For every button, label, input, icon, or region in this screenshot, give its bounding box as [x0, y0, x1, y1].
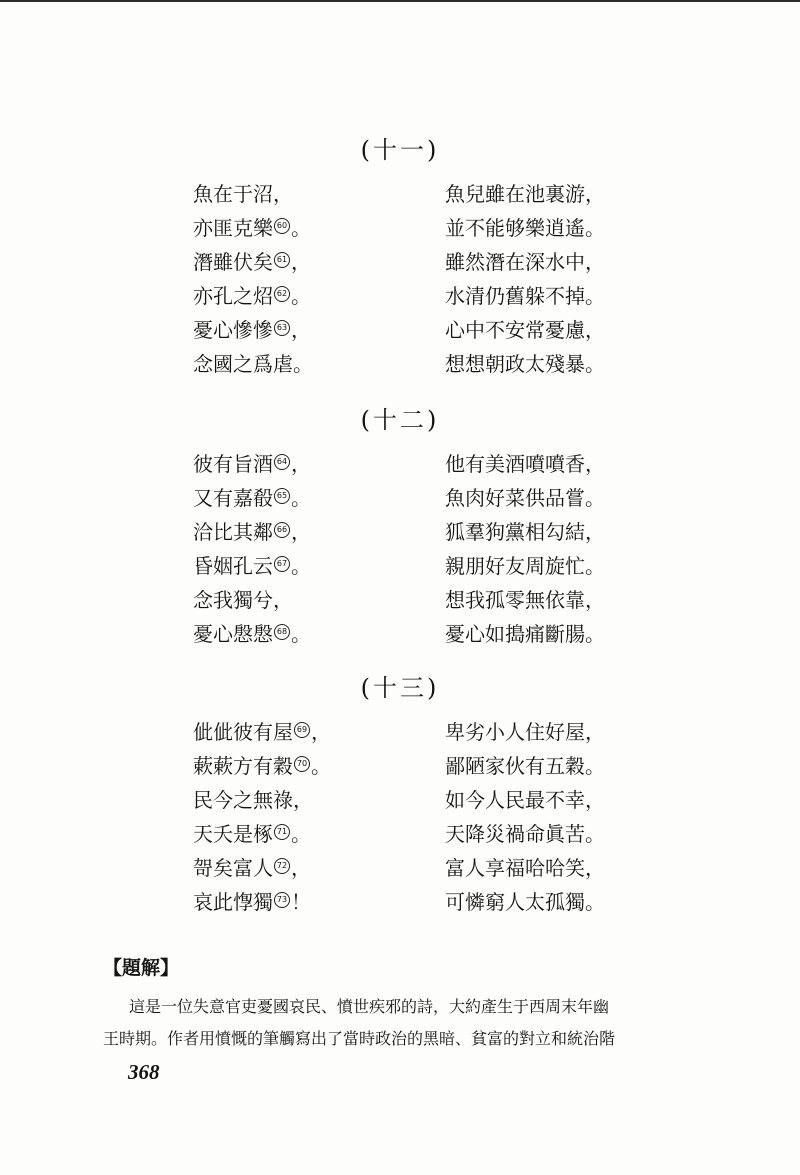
translation-line: 如今人民最不幸，	[445, 788, 605, 812]
line-text: ，	[291, 318, 311, 342]
section-heading: (十二)	[360, 406, 440, 434]
original-line	[193, 481, 311, 515]
translation-line: 富人享福哈哈笑，	[445, 856, 605, 880]
translation-line: 鄙陋家伙有五穀。	[445, 754, 605, 778]
explanation-heading: 【題解】	[103, 957, 180, 979]
original-line	[193, 583, 293, 617]
line-text: 魚在于沼，	[193, 182, 293, 206]
translation-line: 魚肉好菜供品嘗。	[445, 486, 605, 510]
line-text: 。	[291, 822, 311, 846]
line-text: 佌佌彼有屋	[193, 720, 293, 744]
line-text: 又有嘉殽	[193, 486, 273, 510]
line-text: ，	[311, 720, 331, 744]
translation-line: 可憐窮人太孤獨。	[445, 890, 605, 914]
footnote-marker: 65	[274, 488, 290, 504]
original-line	[193, 347, 313, 381]
footnote-marker: 71	[274, 824, 290, 840]
original-line	[193, 783, 313, 817]
line-text: 蔌蔌方有穀	[193, 754, 293, 778]
line-text: 亦匪克樂	[193, 216, 273, 240]
translation-line: 想我孤零無依靠，	[445, 588, 605, 612]
line-text: 。	[291, 216, 311, 240]
footnote-marker: 70	[294, 756, 310, 772]
original-line	[193, 447, 311, 481]
line-text: ，	[291, 856, 311, 880]
original-line	[193, 617, 311, 651]
line-text: 憂心慘慘	[193, 318, 273, 342]
original-line	[193, 313, 311, 347]
original-line	[193, 715, 331, 749]
translation-line: 狐羣狗黨相勾結，	[445, 520, 605, 544]
line-text: 憂心慇慇	[193, 622, 273, 646]
translation-line: 雖然潛在深水中，	[445, 250, 605, 274]
line-text: 念國之爲虐。	[193, 352, 313, 376]
page-number: 368	[128, 1060, 160, 1084]
line-text: 。	[311, 754, 331, 778]
translation-line: 卑劣小人住好屋，	[445, 720, 605, 744]
translation-line: 想想朝政太殘暴。	[445, 352, 605, 376]
footnote-marker: 63	[274, 320, 290, 336]
explanation-paragraph-line: 王時期。作者用憤慨的筆觸寫出了當時政治的黑暗、貧富的對立和統治階	[103, 1029, 616, 1048]
footnote-marker: 64	[274, 454, 290, 470]
translation-line: 心中不安常憂慮，	[445, 318, 605, 342]
section-heading: (十三)	[360, 674, 440, 702]
footnote-marker: 73	[274, 892, 290, 908]
line-text: 天夭是椓	[193, 822, 273, 846]
translation-line: 他有美酒噴噴香，	[445, 452, 605, 476]
footnote-marker: 62	[274, 286, 290, 302]
original-line	[193, 245, 311, 279]
top-rule	[0, 0, 800, 2]
line-text: 彼有旨酒	[193, 452, 273, 476]
line-text: 哿矣富人	[193, 856, 273, 880]
line-text: ，	[291, 250, 311, 274]
line-text: 念我獨兮，	[193, 588, 293, 612]
footnote-marker: 72	[274, 858, 290, 874]
footnote-marker: 67	[274, 556, 290, 572]
section-heading: (十一)	[360, 136, 440, 164]
line-text: 亦孔之炤	[193, 284, 273, 308]
line-text: 洽比其鄰	[193, 520, 273, 544]
original-line	[193, 549, 311, 583]
original-line	[193, 885, 311, 919]
line-text: 潛雖伏矣	[193, 250, 273, 274]
original-line	[193, 851, 311, 885]
line-text: 哀此惸獨	[193, 890, 273, 914]
translation-line: 魚兒雖在池裏游，	[445, 182, 605, 206]
original-line	[193, 749, 331, 783]
translation-line: 憂心如搗痛斷腸。	[445, 622, 605, 646]
translation-line: 親朋好友周旋忙。	[445, 554, 605, 578]
footnote-marker: 61	[274, 252, 290, 268]
footnote-marker: 66	[274, 522, 290, 538]
line-text: ！	[291, 890, 311, 914]
translation-line: 並不能够樂逍遙。	[445, 216, 605, 240]
line-text: 。	[291, 486, 311, 510]
translation-line: 水清仍舊躲不掉。	[445, 284, 605, 308]
original-line	[193, 515, 311, 549]
original-line	[193, 211, 311, 245]
line-text: 。	[291, 284, 311, 308]
original-line	[193, 177, 293, 211]
line-text: 昏姻孔云	[193, 554, 273, 578]
line-text: ，	[291, 452, 311, 476]
footnote-marker: 69	[294, 722, 310, 738]
line-text: ，	[291, 520, 311, 544]
line-text: 民今之無祿，	[193, 788, 313, 812]
line-text: 。	[291, 554, 311, 578]
translation-line: 天降災禍命眞苦。	[445, 822, 605, 846]
original-line	[193, 279, 311, 313]
footnote-marker: 68	[274, 624, 290, 640]
original-line	[193, 817, 311, 851]
line-text: 。	[291, 622, 311, 646]
explanation-paragraph-line: 這是一位失意官吏憂國哀民、憤世疾邪的詩，大約產生于西周末年幽	[129, 997, 610, 1016]
footnote-marker: 60	[274, 218, 290, 234]
